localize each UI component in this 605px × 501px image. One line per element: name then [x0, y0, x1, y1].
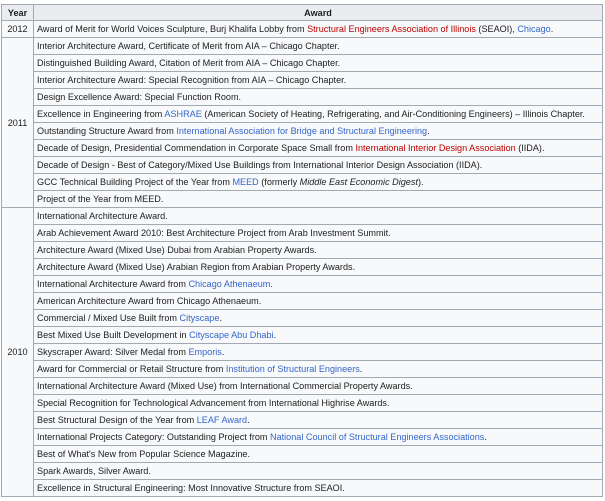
award-text: Award of Merit for World Voices Sculpture, Burj Khalifa Lobby from [37, 24, 308, 34]
international-association-for-bridge-and-structural-engineering-link[interactable]: International Association for Bridge and Structural Engineering [176, 126, 428, 136]
award-text: Architecture Award (Mixed Use) Arabian Region from Arabian Property Awards. [37, 262, 356, 272]
award-text: . [270, 279, 273, 289]
table-row [2, 480, 603, 497]
award-text: . [221, 347, 225, 357]
award-cell [34, 446, 603, 463]
award-text: . [359, 364, 363, 374]
award-text: . [247, 415, 250, 425]
table-row [2, 191, 603, 208]
awards-body [2, 21, 603, 497]
table-row [2, 276, 603, 293]
award-text: Distinguished Building Award, Citation of Merit from AIA – Chicago Chapter. [37, 58, 341, 68]
award-text: . [219, 313, 222, 323]
institution-of-structural-engineers-link[interactable]: Institution of Structural Engineers [225, 364, 360, 374]
award-cell [34, 259, 603, 276]
award-cell [34, 225, 603, 242]
table-row [2, 293, 603, 310]
header-row [2, 5, 603, 21]
award-column-header[interactable]: Award [34, 5, 603, 21]
year-cell: 2012 [2, 21, 34, 38]
table-row [2, 446, 603, 463]
award-cell [34, 395, 603, 412]
emporis-link[interactable]: Emporis [188, 347, 222, 357]
awards-table [1, 4, 603, 497]
leaf-award-link[interactable]: LEAF Award [196, 415, 248, 425]
chicago-link[interactable]: Chicago [517, 24, 551, 34]
table-row [2, 174, 603, 191]
table-row [2, 463, 603, 480]
award-cell [34, 378, 603, 395]
table-row [2, 55, 603, 72]
award-cell [34, 480, 603, 497]
award-cell [34, 242, 603, 259]
award-cell [34, 38, 603, 55]
award-text: American Architecture Award from Chicago Athenaeum. [37, 296, 262, 306]
award-text: Skyscraper Award: Silver Medal from [37, 347, 189, 357]
table-row [2, 327, 603, 344]
award-cell [34, 293, 603, 310]
year-cell: 2011 [2, 38, 34, 208]
award-text: Commercial / Mixed Use Built from [37, 313, 180, 323]
award-text: Arab Achievement Award 2010: Best Architecture Project from Arab Investment Summit. [37, 228, 391, 238]
award-text: International Architecture Award (Mixed Use) from International Commercial Property Awards. [37, 381, 413, 391]
national-council-of-structural-engineers-associations-link[interactable]: National Council of Structural Engineers Associations [270, 432, 485, 442]
award-text: Best Structural Design of the Year from [37, 415, 197, 425]
award-text: Outstanding Structure Award from [37, 126, 177, 136]
italic-text: Middle East Economic Digest [299, 177, 418, 187]
award-cell [34, 72, 603, 89]
international-interior-design-association-link[interactable]: International Interior Design Association [355, 143, 516, 153]
table-row [2, 242, 603, 259]
cityscape-abu-dhabi-link[interactable]: Cityscape Abu Dhabi [189, 330, 274, 340]
award-cell [34, 463, 603, 480]
award-text: Architecture Award (Mixed Use) Dubai from Arabian Property Awards. [37, 245, 317, 255]
award-text: Interior Architecture Award, Certificate of Merit from AIA – Chicago Chapter. [37, 41, 340, 51]
award-cell [34, 89, 603, 106]
award-cell [34, 276, 603, 293]
table-row [2, 344, 603, 361]
award-cell [34, 310, 603, 327]
award-cell [34, 21, 603, 38]
award-text: (IIDA). [515, 143, 545, 153]
table-row [2, 395, 603, 412]
award-text: . [484, 432, 487, 442]
table-row [2, 378, 603, 395]
award-text: International Projects Category: Outstanding Project from [37, 432, 271, 442]
award-text: International Architecture Award from [37, 279, 189, 289]
award-text: Project of the Year from MEED. [37, 194, 164, 204]
award-text: Excellence in Engineering from [37, 109, 165, 119]
award-text: Decade of Design, Presidential Commendation in Corporate Space Small from [37, 143, 356, 153]
award-cell [34, 123, 603, 140]
award-cell [34, 55, 603, 72]
table-row [2, 361, 603, 378]
award-cell [34, 106, 603, 123]
table-row [2, 140, 603, 157]
award-text: International Architecture Award. [37, 211, 168, 221]
award-text: . [427, 126, 430, 136]
award-text: (formerly [258, 177, 300, 187]
year-column-header[interactable]: Year [2, 5, 34, 21]
table-row [2, 225, 603, 242]
award-text: . [273, 330, 277, 340]
award-cell [34, 327, 603, 344]
award-text: Special Recognition for Technological Advancement from International Highrise Awards. [37, 398, 390, 408]
table-row [2, 123, 603, 140]
award-text: (SEAOI), [475, 24, 518, 34]
meed-link[interactable]: MEED [232, 177, 259, 187]
table-row [2, 38, 603, 55]
award-text: Award for Commercial or Retail Structure from [37, 364, 226, 374]
award-text: Design Excellence Award: Special Function Room. [37, 92, 242, 102]
award-cell [34, 344, 603, 361]
ashrae-link[interactable]: ASHRAE [164, 109, 202, 119]
table-row [2, 208, 603, 225]
structural-engineers-association-of-illinois-link[interactable]: Structural Engineers Association of Illinois [307, 24, 476, 34]
award-cell [34, 157, 603, 174]
award-text: Best of What's New from Popular Science Magazine. [37, 449, 251, 459]
table-row [2, 72, 603, 89]
award-text: . [550, 24, 554, 34]
table-row [2, 412, 603, 429]
table-row [2, 310, 603, 327]
award-text: (American Society of Heating, Refrigerating, and Air-Conditioning Engineers) – Illinois Chapter. [201, 109, 585, 119]
award-cell [34, 412, 603, 429]
award-text: ). [417, 177, 424, 187]
chicago-athenaeum-link[interactable]: Chicago Athenaeum [188, 279, 271, 289]
table-row [2, 429, 603, 446]
table-row [2, 259, 603, 276]
award-cell [34, 429, 603, 446]
year-cell: 2010 [2, 208, 34, 497]
award-text: Interior Architecture Award: Special Recognition from AIA – Chicago Chapter. [37, 75, 347, 85]
award-cell [34, 174, 603, 191]
award-text: Decade of Design - Best of Category/Mixed Use Buildings from International Interior Design Association (IIDA). [37, 160, 483, 170]
table-row [2, 106, 603, 123]
cityscape-link[interactable]: Cityscape [179, 313, 220, 323]
award-text: Spark Awards, Silver Award. [37, 466, 151, 476]
award-text: GCC Technical Building Project of the Year from [37, 177, 233, 187]
award-cell [34, 361, 603, 378]
table-row [2, 157, 603, 174]
table-row [2, 89, 603, 106]
award-cell [34, 208, 603, 225]
award-cell [34, 140, 603, 157]
table-row [2, 21, 603, 38]
award-text: Best Mixed Use Built Development in [37, 330, 190, 340]
award-cell [34, 191, 603, 208]
award-text: Excellence in Structural Engineering: Most Innovative Structure from SEAOI. [37, 483, 345, 493]
